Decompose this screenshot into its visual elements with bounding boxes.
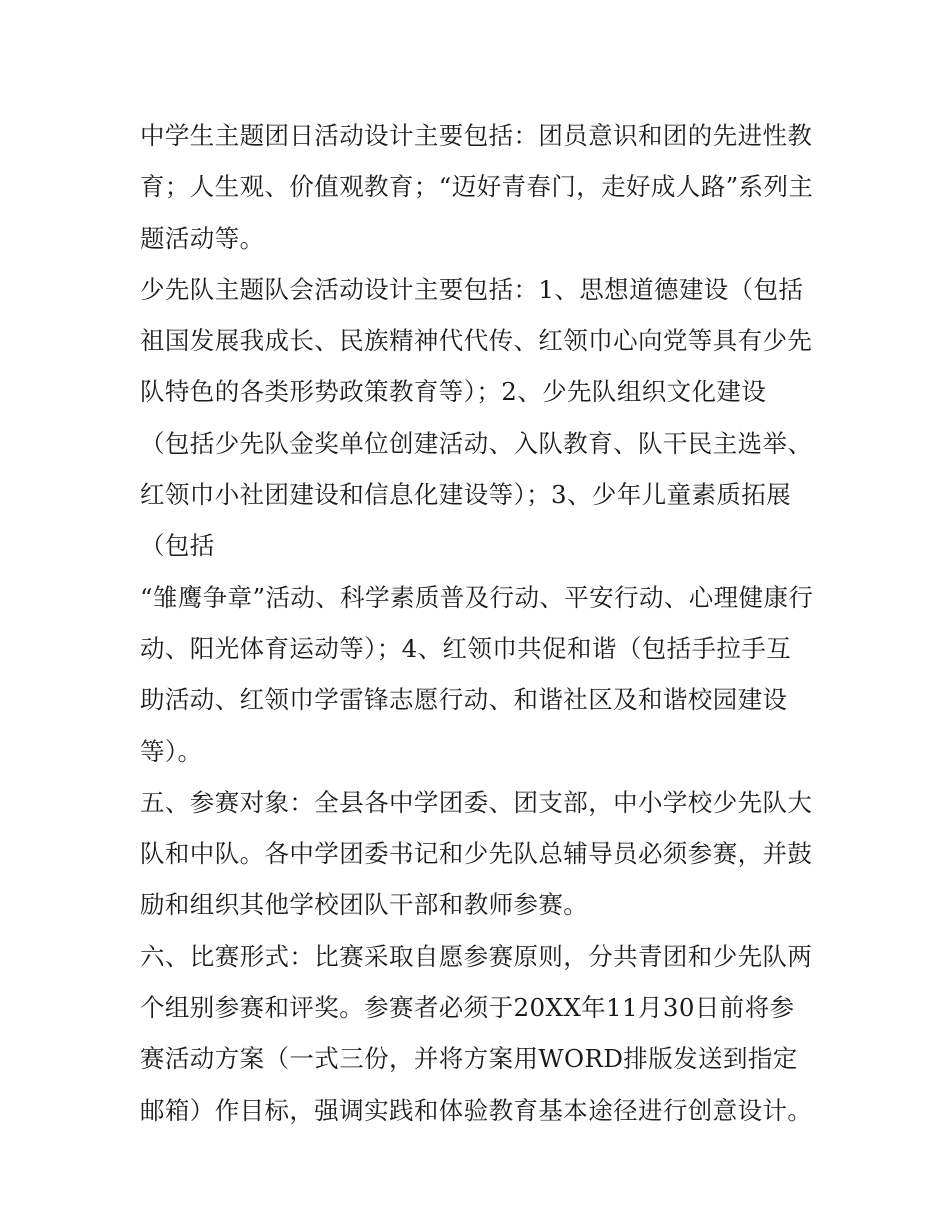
- text-line: 祖国发展我成长、民族精神代代传、红领巾心向党等具有少先: [140, 326, 813, 356]
- text-line: 动、阳光体育运动等）；4、红领巾共促和谐（包括手拉手互: [140, 633, 792, 663]
- text-line: 队和中队。各中学团委书记和少先队总辅导员必须参赛，并鼓: [140, 839, 813, 869]
- text-line: 红领巾小社团建设和信息化建设等）；3、少年儿童素质拓展: [140, 480, 792, 510]
- text-line: 个组别参赛和评奖。参赛者必须于20XX年11月30日前将参: [140, 993, 795, 1023]
- text-line: 中学生主题团日活动设计主要包括：团员意识和团的先进性教: [140, 121, 813, 150]
- document-body: [140, 110, 820, 1136]
- text-line: 育；人生观、价值观教育；“迈好青春门，走好成人路”系列主: [140, 172, 814, 202]
- text-line: 助活动、红领巾学雷锋志愿行动、和谐社区及和谐校园建设: [140, 685, 788, 715]
- text-line: 五、参赛对象：全县各中学团委、团支部，中小学校少先队大: [140, 787, 813, 817]
- text-line: （包括: [140, 531, 215, 561]
- text-line: 六、比赛形式：比赛采取自愿参赛原则，分共青团和少先队两: [140, 941, 813, 971]
- text-line: 题活动等。: [140, 223, 265, 253]
- text-line: 少先队主题队会活动设计主要包括：1、思想道德建设（包括: [140, 274, 804, 304]
- text-line: “雏鹰争章”活动、科学素质普及行动、平安行动、心理健康行: [140, 582, 814, 612]
- text-line: 邮箱）作目标，强调实践和体验教育基本途径进行创意设计。: [140, 1095, 813, 1125]
- text-line: 赛活动方案（一式三份，并将方案用WORD排版发送到指定: [140, 1044, 798, 1074]
- text-line: 励和组织其他学校团队干部和教师参赛。: [140, 890, 589, 920]
- text-line: 队特色的各类形势政策教育等）；2、少先队组织文化建设: [140, 377, 767, 407]
- text-line: （包括少先队金奖单位创建活动、入队教育、队干民主选举、: [140, 428, 813, 458]
- text-line: 等）。: [140, 736, 203, 766]
